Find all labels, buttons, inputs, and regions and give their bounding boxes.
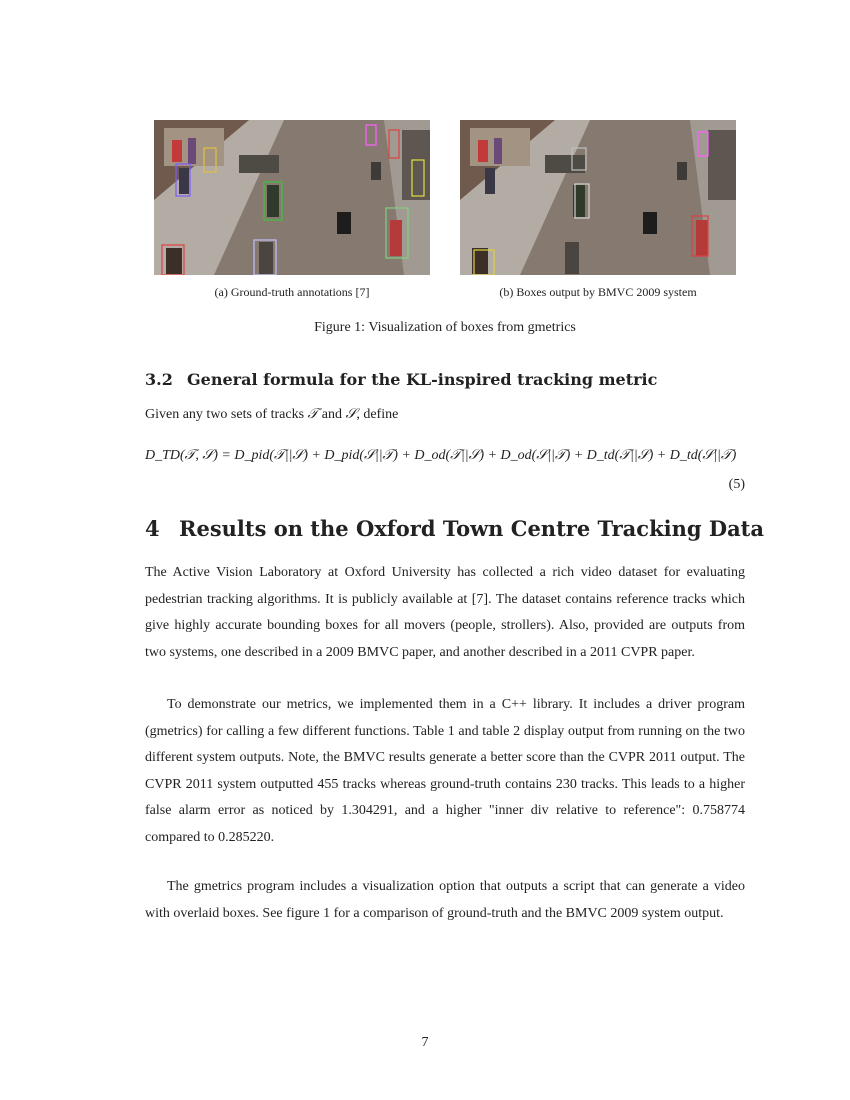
street-scene-a <box>154 120 430 275</box>
equation-number: (5) <box>728 477 745 492</box>
math-symbol-s: 𝒮 <box>345 406 357 422</box>
street-scene-b <box>460 120 736 275</box>
section-heading-4 <box>145 516 764 541</box>
figure-image-bmvc-output <box>460 120 736 275</box>
section-number: 4 <box>145 516 160 541</box>
section-heading-3-2 <box>145 370 657 389</box>
subcaption-a: (a) Ground-truth annotations [7] <box>214 285 370 299</box>
paragraph: To demonstrate our metrics, we implemented them in a C++ library. It includes a driver program (gmetrics) for calling a few different functions. Table 1 and table 2 display output from running on the two different system outputs. Note, the BMVC results generate a better score than the CVPR 2011 output. The CVPR 2011 system outputted 455 tracks whereas ground-truth contains 230 tracks. This leads to a higher false alarm error as noticed by 1.304291, and a higher "inner div relative to reference": 0.758774 compared to 0.285220. <box>145 697 745 845</box>
intro-text-3: , define <box>356 407 399 422</box>
section-number: 3.2 <box>145 370 173 389</box>
intro-text-2: and <box>318 407 346 422</box>
subcaption-b: (b) Boxes output by BMVC 2009 system <box>499 285 697 299</box>
page-number: 7 <box>421 1035 429 1050</box>
figure-caption: Figure 1: Visualization of boxes from gmetrics <box>314 320 576 335</box>
section-title: Results on the Oxford Town Centre Tracking Data <box>179 516 764 541</box>
section-title: General formula for the KL-inspired tracking metric <box>187 370 658 389</box>
paragraph: The Active Vision Laboratory at Oxford University has collected a rich video dataset for evaluating pedestrian tracking algorithms. It is publicly available at [7]. The dataset contains reference tracks which give highly accurate bounding boxes for all movers (people, strollers). Also, provided are outputs from two systems, one described in a 2009 BMVC paper, and another described in a 2011 CVPR paper. <box>145 565 745 660</box>
section-intro <box>145 406 398 423</box>
equation-5: D_TD(𝒯, 𝒮) = D_pid(𝒯||𝒮) + D_pid(𝒮||𝒯) + D_od(𝒯||𝒮) + D_od(𝒮||𝒯) + D_td(𝒯||𝒮) + D_td(𝒮||𝒯) <box>145 448 737 463</box>
paragraph: The gmetrics program includes a visualization option that outputs a script that can generate a video with overlaid boxes. See figure 1 for a comparison of ground-truth and the BMVC 2009 system output. <box>145 879 745 921</box>
figure-image-ground-truth <box>154 120 430 275</box>
intro-text-1: Given any two sets of tracks <box>145 407 308 422</box>
math-symbol-t: 𝒯 <box>307 406 319 422</box>
